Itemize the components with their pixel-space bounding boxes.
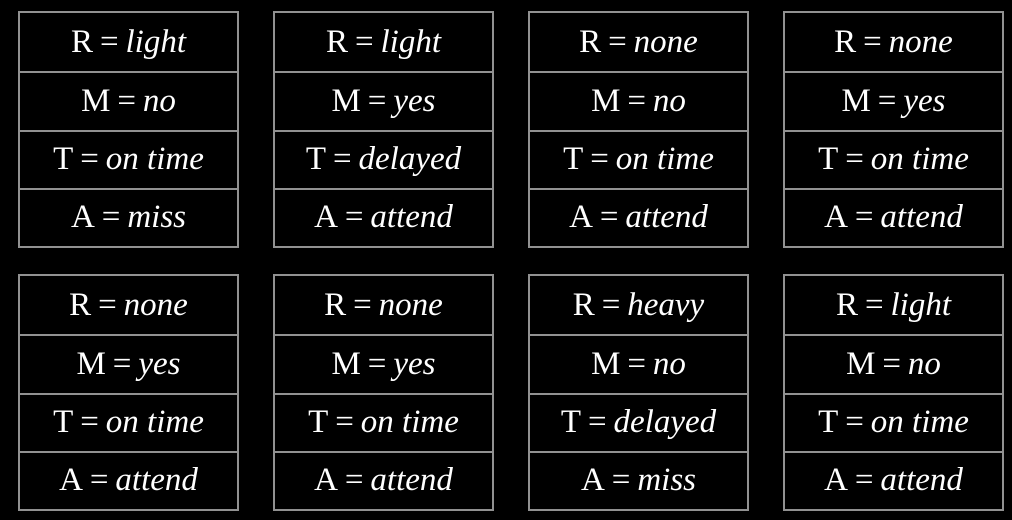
variable-letter: T xyxy=(563,141,584,178)
assignment-row xyxy=(530,451,747,509)
variable-value: none xyxy=(888,23,953,60)
assignment-row xyxy=(530,334,747,392)
equals-sign: = xyxy=(590,141,609,178)
equals-sign: = xyxy=(98,286,117,323)
equals-sign: = xyxy=(354,23,374,60)
variable-value: heavy xyxy=(627,286,705,323)
variable-value: no xyxy=(652,345,686,382)
variable-value: on time xyxy=(870,141,969,178)
assignment-row xyxy=(20,13,237,71)
assignment-row xyxy=(275,188,492,246)
equals-sign: = xyxy=(117,82,136,119)
variable-letter: T xyxy=(53,141,74,178)
variable-letter: A xyxy=(314,462,338,499)
variable-letter: R xyxy=(579,23,602,60)
variable-letter: T xyxy=(305,141,327,178)
equals-sign: = xyxy=(344,462,364,499)
variable-letter: A xyxy=(569,199,593,236)
variable-letter: T xyxy=(308,404,329,441)
variable-value: attend xyxy=(115,462,198,499)
equals-sign: = xyxy=(367,345,387,382)
equals-sign: = xyxy=(627,345,646,382)
variable-value: delayed xyxy=(613,404,717,441)
variable-value: on time xyxy=(870,404,969,441)
assignment-row xyxy=(275,451,492,509)
assignment-row xyxy=(530,130,747,188)
assignment-row xyxy=(785,276,1002,334)
variable-letter: R xyxy=(572,286,595,323)
variable-letter: A xyxy=(581,462,605,499)
equals-sign: = xyxy=(89,462,109,499)
sample-card-7 xyxy=(528,274,749,511)
variable-letter: T xyxy=(560,404,582,441)
equals-sign: = xyxy=(882,345,901,382)
equals-sign: = xyxy=(344,199,364,236)
variable-value: attend xyxy=(370,199,453,236)
variable-value: no xyxy=(142,82,176,119)
equals-sign: = xyxy=(353,286,372,323)
variable-value: attend xyxy=(880,462,963,499)
variable-value: light xyxy=(125,23,186,60)
variable-letter: M xyxy=(591,345,621,382)
assignment-row xyxy=(275,13,492,71)
variable-value: no xyxy=(907,345,941,382)
sample-card-3 xyxy=(528,11,749,248)
equals-sign: = xyxy=(627,82,646,119)
variable-letter: M xyxy=(81,82,111,119)
equals-sign: = xyxy=(845,404,864,441)
variable-value: attend xyxy=(370,462,453,499)
variable-value: miss xyxy=(637,462,696,499)
assignment-row xyxy=(785,451,1002,509)
variable-letter: T xyxy=(53,404,74,441)
sample-card-1 xyxy=(18,11,239,248)
variable-value: light xyxy=(380,23,441,60)
variable-letter: T xyxy=(818,141,839,178)
variable-value: delayed xyxy=(358,141,462,178)
assignment-row xyxy=(275,130,492,188)
variable-letter: M xyxy=(591,82,621,119)
assignment-row xyxy=(785,188,1002,246)
equals-sign: = xyxy=(99,23,119,60)
equals-sign: = xyxy=(854,462,874,499)
equals-sign: = xyxy=(845,141,864,178)
sample-card-4 xyxy=(783,11,1004,248)
equals-sign: = xyxy=(101,199,121,236)
assignment-row xyxy=(530,276,747,334)
variable-value: yes xyxy=(393,345,436,382)
assignment-row xyxy=(785,13,1002,71)
variable-letter: M xyxy=(846,345,876,382)
variable-letter: R xyxy=(324,286,347,323)
assignment-row xyxy=(20,130,237,188)
equals-sign: = xyxy=(608,23,627,60)
variable-letter: R xyxy=(71,23,94,60)
equals-sign: = xyxy=(599,199,619,236)
variable-value: light xyxy=(890,286,951,323)
variable-value: attend xyxy=(880,199,963,236)
variable-letter: R xyxy=(836,286,859,323)
sample-card-8 xyxy=(783,274,1004,511)
equals-sign: = xyxy=(863,23,882,60)
variable-letter: R xyxy=(834,23,857,60)
equals-sign: = xyxy=(332,141,352,178)
variable-value: none xyxy=(633,23,698,60)
assignment-row xyxy=(275,393,492,451)
variable-letter: T xyxy=(818,404,839,441)
variable-letter: R xyxy=(69,286,92,323)
assignment-row xyxy=(785,130,1002,188)
variable-letter: A xyxy=(71,199,95,236)
variable-value: yes xyxy=(393,82,436,119)
equals-sign: = xyxy=(877,82,897,119)
assignment-row xyxy=(20,451,237,509)
equals-sign: = xyxy=(611,462,631,499)
variable-value: on time xyxy=(105,404,204,441)
assignment-row xyxy=(785,393,1002,451)
variable-letter: M xyxy=(331,345,361,382)
assignment-row xyxy=(785,334,1002,392)
variable-value: on time xyxy=(615,141,714,178)
equals-sign: = xyxy=(335,404,354,441)
equals-sign: = xyxy=(854,199,874,236)
variable-value: yes xyxy=(903,82,946,119)
variable-letter: R xyxy=(326,23,349,60)
assignment-row xyxy=(20,276,237,334)
variable-letter: M xyxy=(331,82,361,119)
variable-value: miss xyxy=(127,199,186,236)
equals-sign: = xyxy=(367,82,387,119)
variable-value: attend xyxy=(625,199,708,236)
assignment-row xyxy=(530,71,747,129)
assignment-row xyxy=(20,393,237,451)
assignment-row xyxy=(20,71,237,129)
variable-value: no xyxy=(652,82,686,119)
equals-sign: = xyxy=(112,345,132,382)
variable-letter: A xyxy=(824,199,848,236)
assignment-row xyxy=(530,188,747,246)
variable-value: yes xyxy=(138,345,181,382)
assignment-row xyxy=(530,393,747,451)
equals-sign: = xyxy=(587,404,607,441)
assignment-row xyxy=(20,334,237,392)
variable-letter: M xyxy=(76,345,106,382)
variable-letter: M xyxy=(841,82,871,119)
equals-sign: = xyxy=(864,286,884,323)
sample-card-5 xyxy=(18,274,239,511)
equals-sign: = xyxy=(80,141,99,178)
sample-card-6 xyxy=(273,274,494,511)
assignment-row xyxy=(275,334,492,392)
assignment-row xyxy=(530,13,747,71)
variable-value: on time xyxy=(360,404,459,441)
variable-value: none xyxy=(378,286,443,323)
variable-letter: A xyxy=(824,462,848,499)
variable-value: none xyxy=(123,286,188,323)
equals-sign: = xyxy=(601,286,621,323)
variable-letter: A xyxy=(314,199,338,236)
assignment-row xyxy=(275,71,492,129)
variable-letter: A xyxy=(59,462,83,499)
equals-sign: = xyxy=(80,404,99,441)
sample-card-2 xyxy=(273,11,494,248)
assignment-row xyxy=(785,71,1002,129)
variable-value: on time xyxy=(105,141,204,178)
assignment-row xyxy=(275,276,492,334)
assignment-row xyxy=(20,188,237,246)
